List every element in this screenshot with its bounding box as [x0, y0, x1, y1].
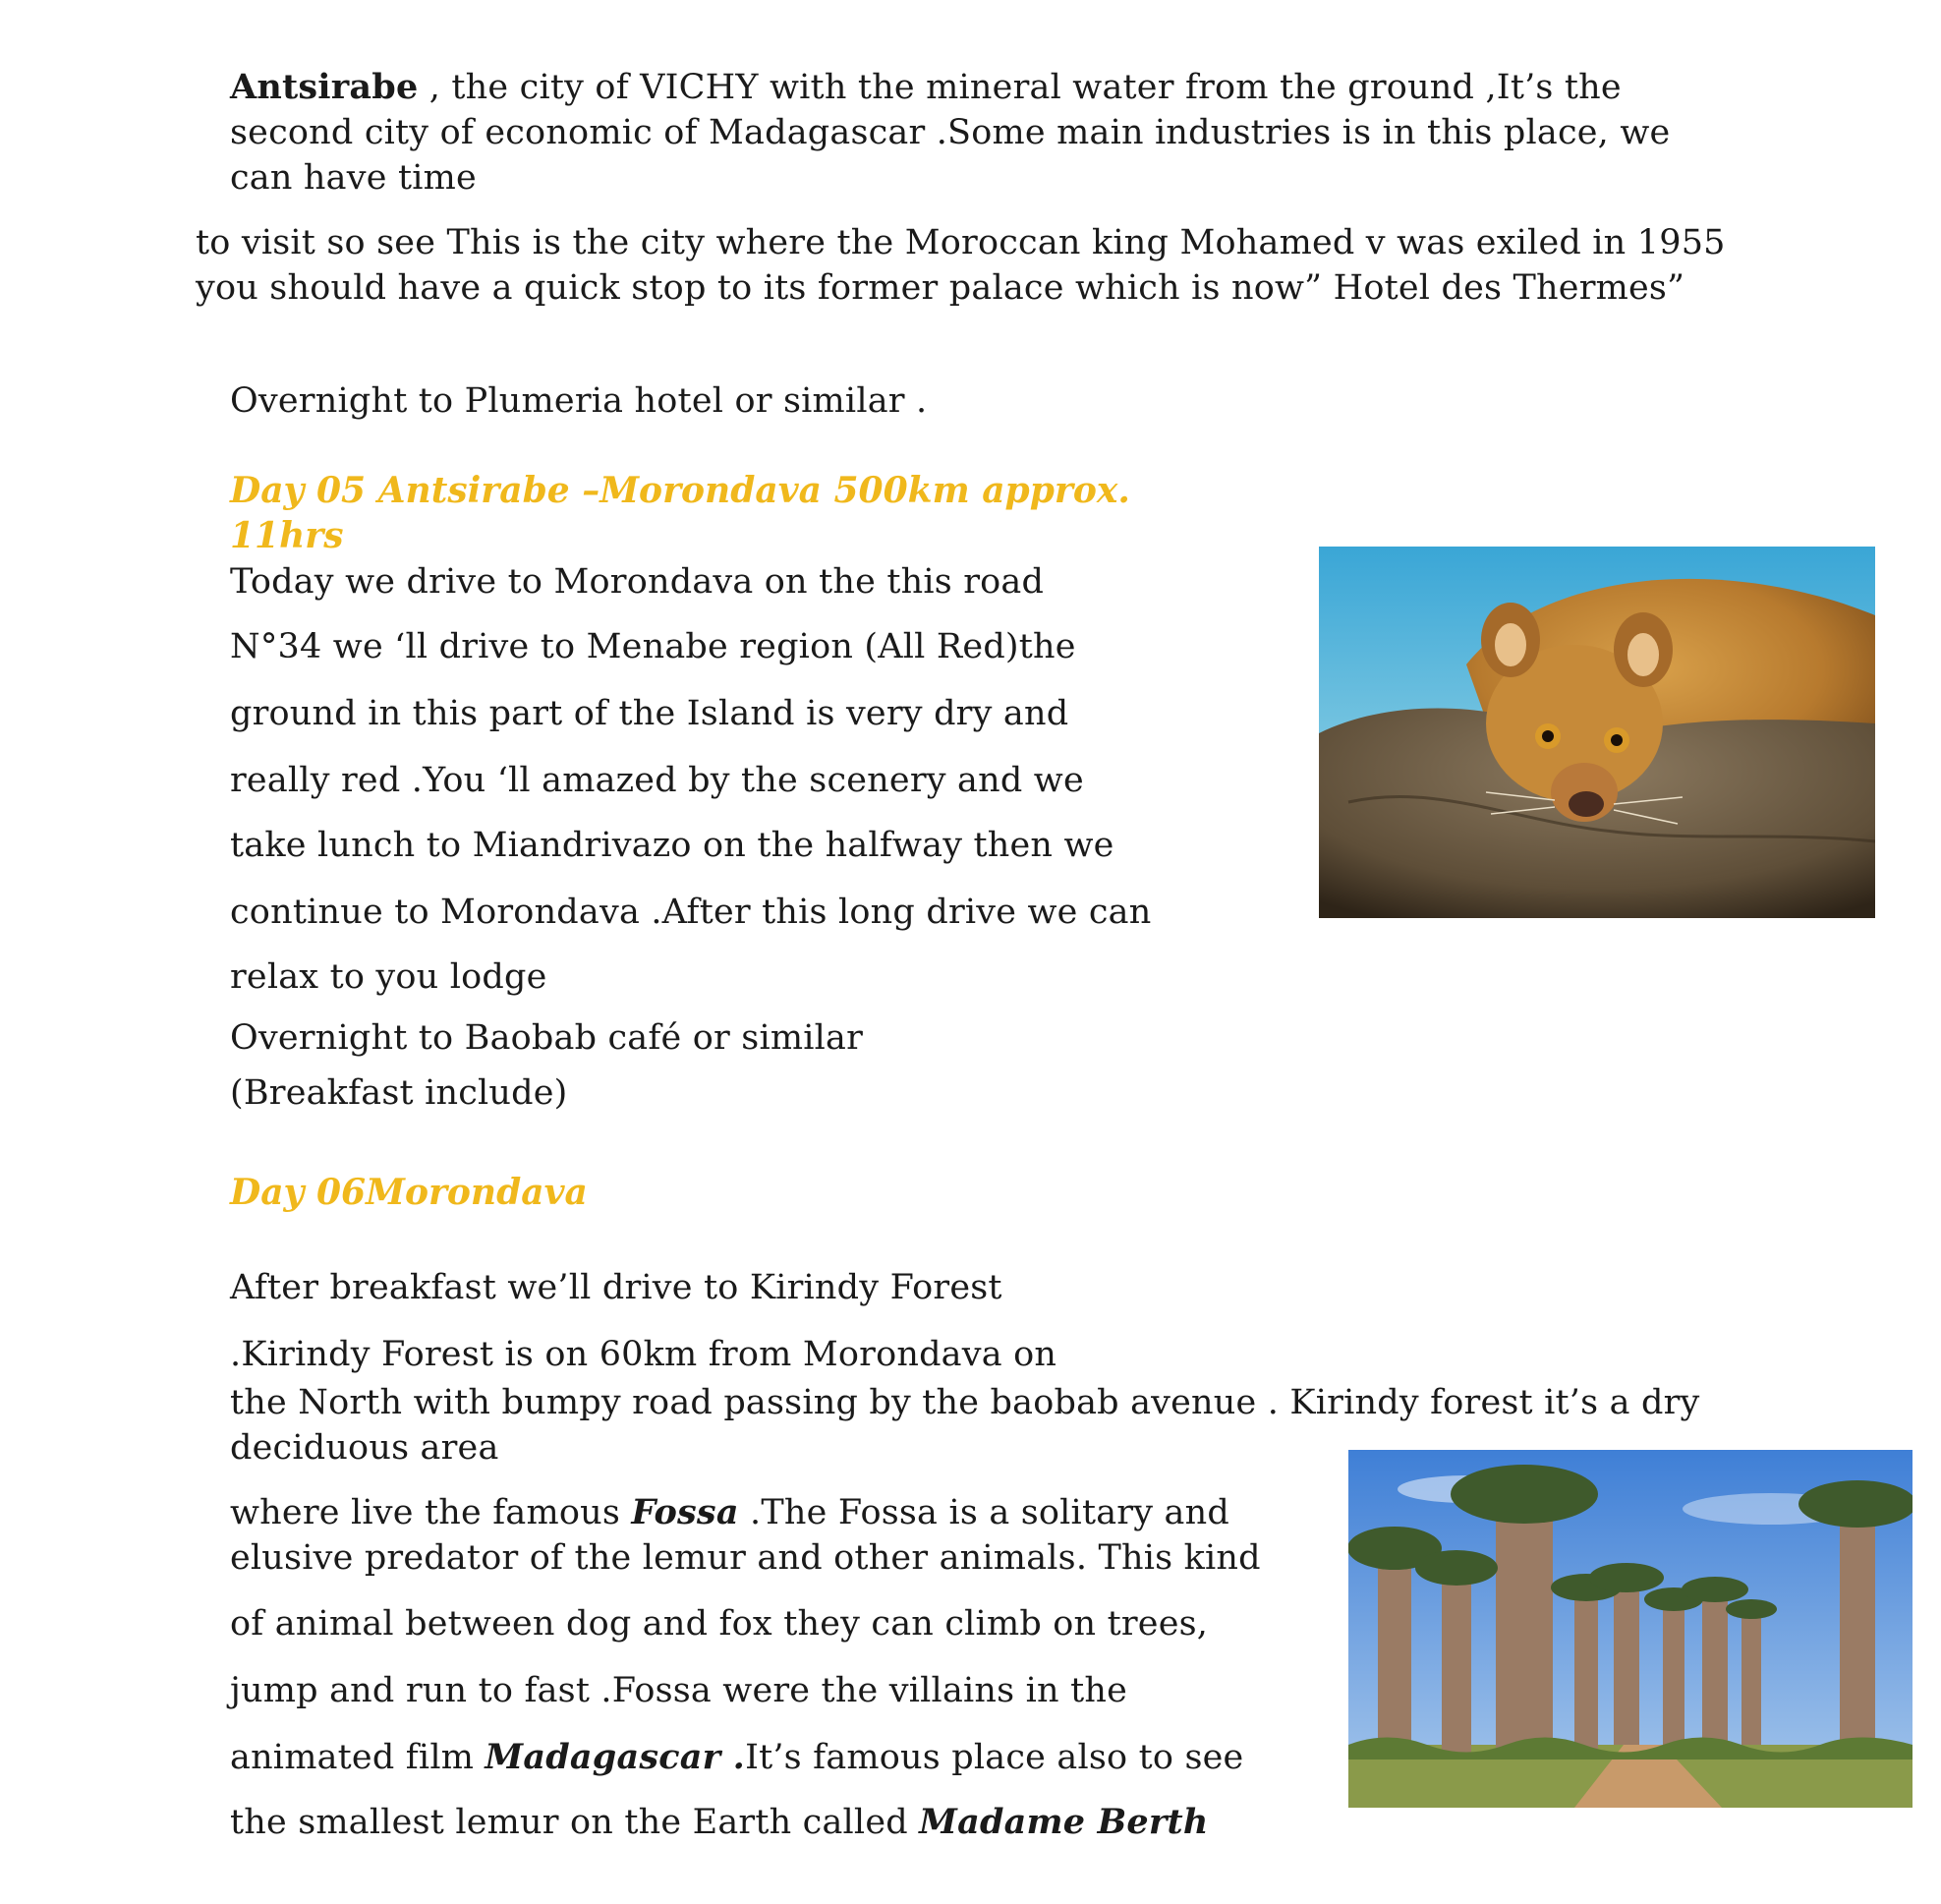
antsirabe-line-4: to visit so see This is the city where the Moroccan king Mohamed v was exiled in 1955 [196, 223, 1726, 262]
antsirabe-name: Antsirabe [230, 67, 419, 107]
madagascar-emphasis: Madagascar . [485, 1737, 746, 1777]
antsirabe-line-1: Antsirabe , the city of VICHY with the mineral water from the ground ,It’s the [230, 67, 1622, 107]
day05-line: Today we drive to Morondava on the this road [230, 562, 1045, 602]
madame-berth-emphasis: Madame Berth [919, 1802, 1209, 1842]
day06-line: .Kirindy Forest is on 60km from Morondava on [230, 1335, 1057, 1374]
antsirabe-line-2: second city of economic of Madagascar .Some main industries is in this place, we [230, 113, 1671, 152]
day06-line: deciduous area [230, 1428, 499, 1468]
day06-line: elusive predator of the lemur and other animals. This kind [230, 1538, 1261, 1578]
day06-heading: Day 06Morondava [230, 1172, 588, 1213]
day05-line: take lunch to Miandrivazo on the halfway then we [230, 826, 1114, 865]
day05-line: relax to you lodge [230, 957, 547, 997]
day05-overnight: Overnight to Baobab café or similar [230, 1018, 864, 1058]
day05-heading-duration: 11hrs [230, 515, 344, 556]
day06-line: jump and run to fast .Fossa were the villains in the [230, 1671, 1128, 1710]
day05-line: ground in this part of the Island is very dry and [230, 694, 1069, 733]
day05-line: really red .You ‘ll amazed by the scenery and we [230, 761, 1084, 800]
antsirabe-overnight: Overnight to Plumeria hotel or similar . [230, 381, 928, 421]
antsirabe-line-3: can have time [230, 158, 477, 198]
day06-line: the North with bumpy road passing by the baobab avenue . Kirindy forest it’s a dry [230, 1383, 1700, 1422]
day06-line: animated film Madagascar .It’s famous place also to see [230, 1737, 1244, 1777]
day05-meals: (Breakfast include) [230, 1073, 568, 1113]
antsirabe-line-5: you should have a quick stop to its former palace which is now” Hotel des Thermes” [196, 268, 1685, 308]
day05-line: continue to Morondava .After this long drive we can [230, 893, 1152, 932]
day06-line: where live the famous Fossa .The Fossa is a solitary and [230, 1492, 1229, 1532]
fossa-photo [1319, 547, 1875, 918]
baobab-avenue-photo [1348, 1450, 1912, 1808]
day05-line: N°34 we ‘ll drive to Menabe region (All Red)the [230, 627, 1076, 666]
day06-line: of animal between dog and fox they can climb on trees, [230, 1604, 1209, 1644]
fossa-emphasis: Fossa [631, 1492, 739, 1532]
day06-line: After breakfast we’ll drive to Kirindy Forest [230, 1268, 1002, 1307]
day06-line: the smallest lemur on the Earth called Madame Berth [230, 1802, 1209, 1842]
day05-heading: Day 05 Antsirabe –Morondava 500km approx. [230, 470, 1130, 511]
